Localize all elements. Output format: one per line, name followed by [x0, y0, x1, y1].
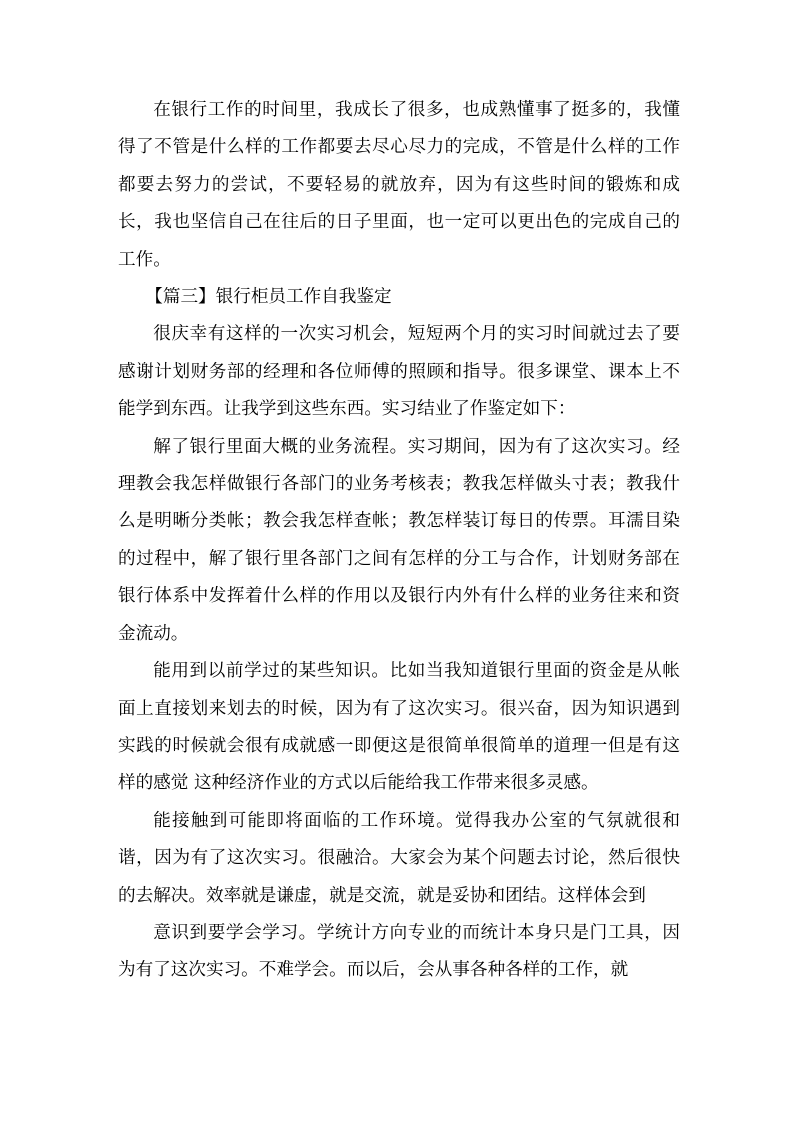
paragraph-business-process: 解了银行里面大概的业务流程。实习期间，因为有了这次实习。经理教会我怎样做银行各部门的业务考核表；教我怎样做头寸表；教我什么是明晰分类帐；教会我怎样查帐；教怎样装订每日的传票。耳濡目染的过程中，解了银行里各部门之间有怎样的分工与合作，计划财务部在银行体系中发挥着什么样的作用以及银行内外有什么样的业务往来和资金流动。: [118, 436, 680, 644]
document-page: [118, 92, 680, 990]
paragraph-knowledge-use: 能用到以前学过的某些知识。比如当我知道银行里面的资金是从帐面上直接划来划去的时候，因为有了这次实习。很兴奋，因为知识遇到实践的时候就会很有成就感一即便这是很简单很简单的道理一但是有这样的感觉 这种经济作业的方式以后能给我工作带来很多灵感。: [118, 661, 680, 794]
section-heading: 【篇三】银行柜员工作自我鉴定: [145, 287, 392, 308]
paragraph-internship-intro: 很庆幸有这样的一次实习机会，短短两个月的实习时间就过去了要感谢计划财务部的经理和各位师傅的照顾和指导。很多课堂、课本上不能学到东西。让我学到这些东西。实习结业了作鉴定如下：: [118, 324, 680, 420]
paragraph-learning: 意识到要学会学习。学统计方向专业的而统计本身只是门工具，因为有了这次实习。不难学会。而以后，会从事各种各样的工作，就: [118, 922, 680, 981]
paragraph-growth: 在银行工作的时间里，我成长了很多，也成熟懂事了挺多的，我懂得了不管是什么样的工作都要去尽心尽力的完成，不管是什么样的工作都要去努力的尝试，不要轻易的就放弃，因为有这些时间的锻炼和成长，我也坚信自己在往后的日子里面，也一定可以更出色的完成自己的工作。: [118, 100, 680, 270]
paragraph-work-environment: 能接触到可能即将面临的工作环境。觉得我办公室的气氛就很和谐，因为有了这次实习。很融洽。大家会为某个问题去讨论，然后很快的去解决。效率就是谦虚，就是交流，就是妥协和团结。这样体会到: [118, 810, 680, 906]
